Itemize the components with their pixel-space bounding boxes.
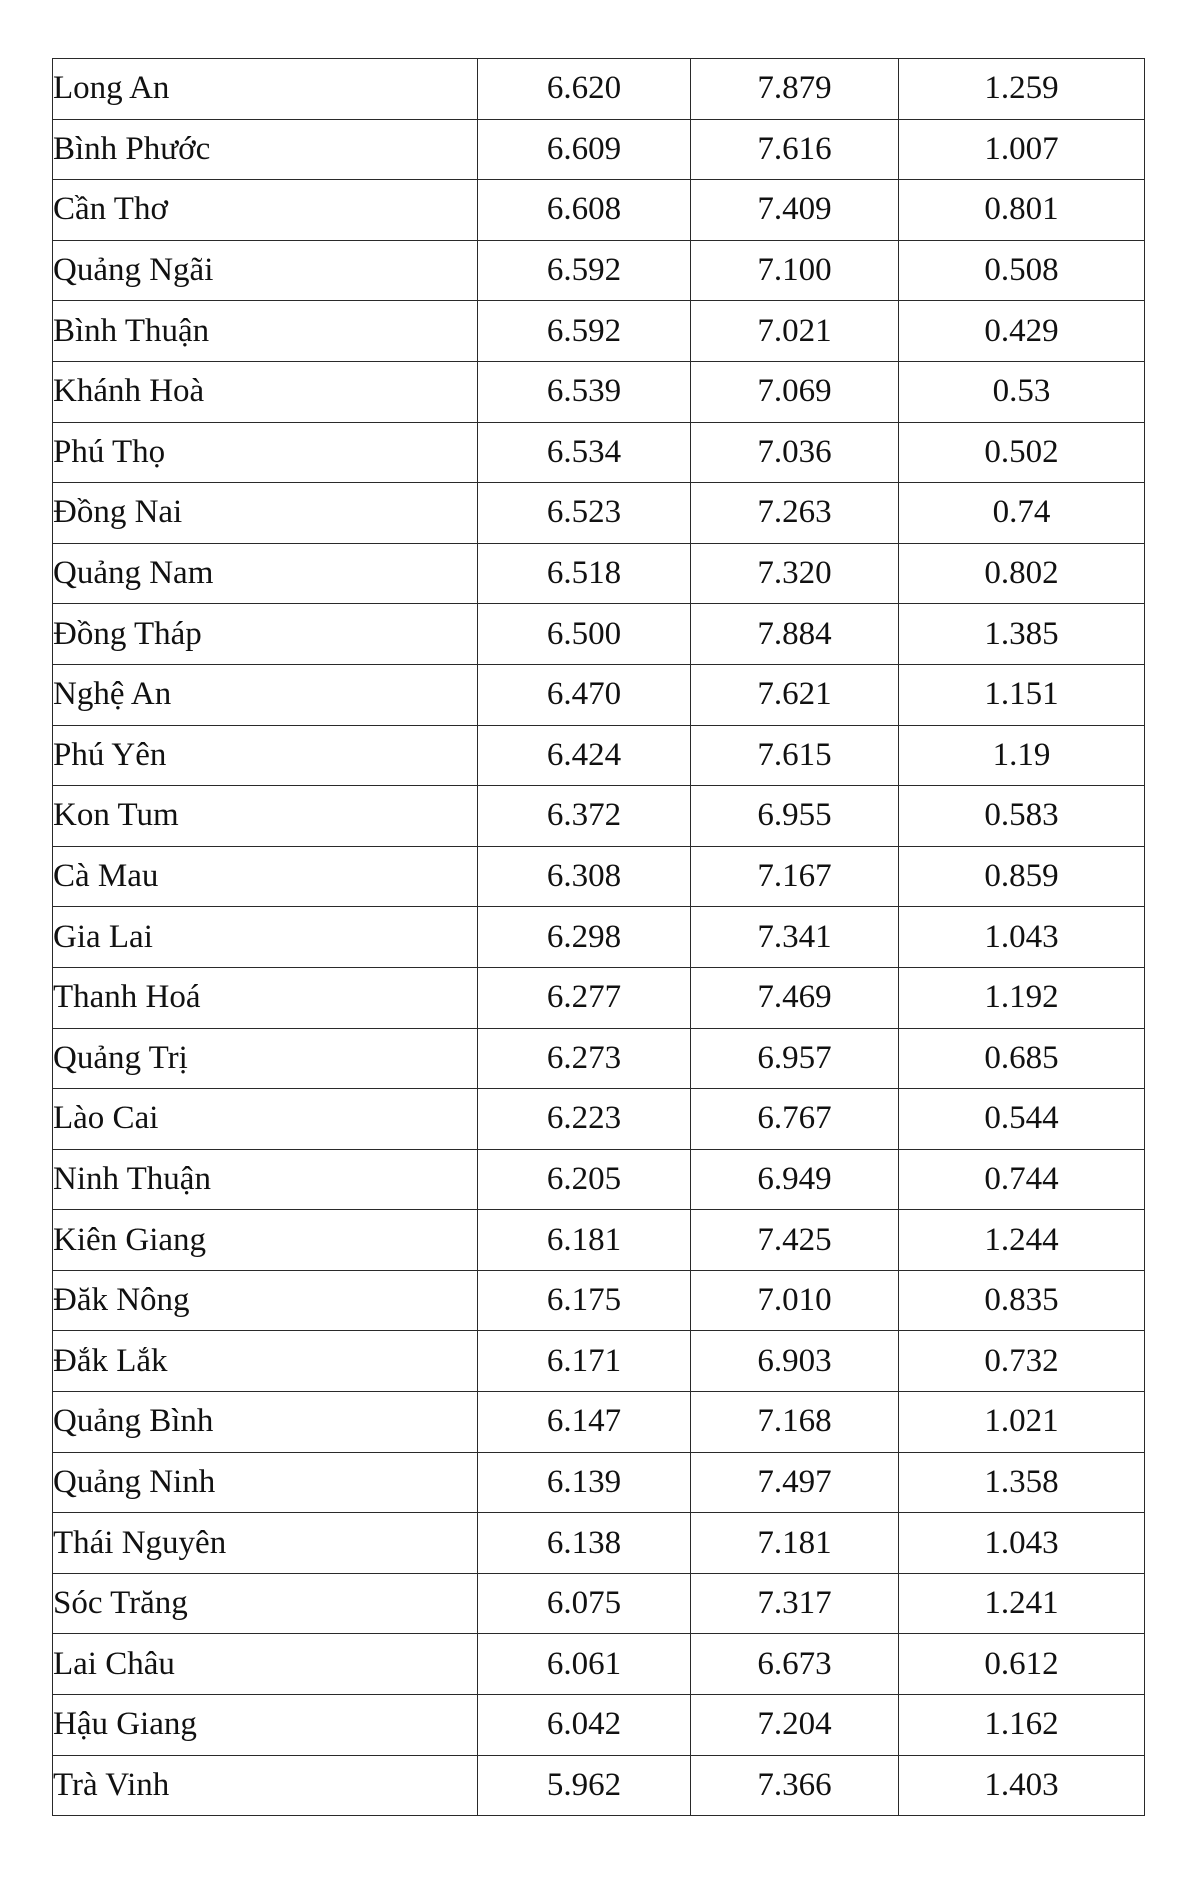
table-row: [53, 1695, 1145, 1756]
value-cell-1: 6.075: [478, 1573, 691, 1634]
value-cell-3: 1.192: [899, 967, 1145, 1028]
value-cell-3: 1.19: [899, 725, 1145, 786]
value-cell-2: 7.497: [691, 1452, 899, 1513]
value-cell-2: 7.884: [691, 604, 899, 665]
province-name-cell: Đồng Nai: [53, 483, 478, 544]
province-name-cell: Gia Lai: [53, 907, 478, 968]
value-cell-2: 7.204: [691, 1695, 899, 1756]
value-cell-2: 7.317: [691, 1573, 899, 1634]
value-cell-1: 6.139: [478, 1452, 691, 1513]
table-row: [53, 907, 1145, 968]
table-row: [53, 1573, 1145, 1634]
value-cell-1: 6.470: [478, 664, 691, 725]
value-cell-2: 7.469: [691, 967, 899, 1028]
value-cell-3: 1.021: [899, 1392, 1145, 1453]
value-cell-3: 0.502: [899, 422, 1145, 483]
value-cell-1: 6.171: [478, 1331, 691, 1392]
province-name-cell: Khánh Hoà: [53, 361, 478, 422]
value-cell-1: 6.539: [478, 361, 691, 422]
table-row: [53, 1210, 1145, 1271]
province-name-cell: Thanh Hoá: [53, 967, 478, 1028]
value-cell-3: 0.583: [899, 786, 1145, 847]
value-cell-1: 6.223: [478, 1089, 691, 1150]
province-name-cell: Nghệ An: [53, 664, 478, 725]
value-cell-3: 1.241: [899, 1573, 1145, 1634]
value-cell-2: 7.100: [691, 240, 899, 301]
province-name-cell: Ninh Thuận: [53, 1149, 478, 1210]
table-row: [53, 1755, 1145, 1816]
value-cell-2: 7.167: [691, 846, 899, 907]
value-cell-2: 6.903: [691, 1331, 899, 1392]
value-cell-1: 6.205: [478, 1149, 691, 1210]
value-cell-3: 1.007: [899, 119, 1145, 180]
value-cell-3: 0.429: [899, 301, 1145, 362]
province-name-cell: Cà Mau: [53, 846, 478, 907]
table-row: [53, 422, 1145, 483]
province-name-cell: Đồng Tháp: [53, 604, 478, 665]
value-cell-2: 6.673: [691, 1634, 899, 1695]
province-name-cell: Đắk Lắk: [53, 1331, 478, 1392]
value-cell-1: 6.609: [478, 119, 691, 180]
table-row: [53, 483, 1145, 544]
value-cell-1: 6.298: [478, 907, 691, 968]
province-name-cell: Phú Thọ: [53, 422, 478, 483]
value-cell-1: 6.277: [478, 967, 691, 1028]
table-row: [53, 846, 1145, 907]
province-name-cell: Bình Thuận: [53, 301, 478, 362]
value-cell-3: 0.835: [899, 1270, 1145, 1331]
value-cell-1: 6.424: [478, 725, 691, 786]
table-row: [53, 543, 1145, 604]
value-cell-2: 6.955: [691, 786, 899, 847]
value-cell-3: 1.358: [899, 1452, 1145, 1513]
value-cell-2: 7.616: [691, 119, 899, 180]
province-name-cell: Hậu Giang: [53, 1695, 478, 1756]
table-row: [53, 361, 1145, 422]
value-cell-1: 6.608: [478, 180, 691, 241]
table-row: [53, 1634, 1145, 1695]
table-row: [53, 1028, 1145, 1089]
province-name-cell: Bình Phước: [53, 119, 478, 180]
value-cell-2: 7.320: [691, 543, 899, 604]
province-name-cell: Quảng Ninh: [53, 1452, 478, 1513]
value-cell-2: 7.010: [691, 1270, 899, 1331]
province-name-cell: Lai Châu: [53, 1634, 478, 1695]
value-cell-2: 7.621: [691, 664, 899, 725]
value-cell-1: 6.147: [478, 1392, 691, 1453]
table-row: [53, 725, 1145, 786]
province-name-cell: Đăk Nông: [53, 1270, 478, 1331]
value-cell-2: 7.036: [691, 422, 899, 483]
table-row: [53, 604, 1145, 665]
value-cell-3: 0.744: [899, 1149, 1145, 1210]
table-body: [53, 59, 1145, 1816]
table-row: [53, 1331, 1145, 1392]
province-name-cell: Trà Vinh: [53, 1755, 478, 1816]
table-row: [53, 664, 1145, 725]
value-cell-3: 1.151: [899, 664, 1145, 725]
value-cell-3: 0.802: [899, 543, 1145, 604]
province-name-cell: Phú Yên: [53, 725, 478, 786]
document-page: [52, 58, 1144, 1816]
value-cell-2: 7.879: [691, 59, 899, 120]
value-cell-3: 0.685: [899, 1028, 1145, 1089]
table-row: [53, 1513, 1145, 1574]
table-row: [53, 301, 1145, 362]
table-row: [53, 1452, 1145, 1513]
province-name-cell: Quảng Nam: [53, 543, 478, 604]
value-cell-1: 6.592: [478, 301, 691, 362]
value-cell-2: 7.263: [691, 483, 899, 544]
value-cell-3: 1.259: [899, 59, 1145, 120]
table-row: [53, 786, 1145, 847]
table-row: [53, 119, 1145, 180]
value-cell-1: 6.592: [478, 240, 691, 301]
value-cell-2: 7.341: [691, 907, 899, 968]
value-cell-2: 6.949: [691, 1149, 899, 1210]
province-name-cell: Quảng Ngãi: [53, 240, 478, 301]
value-cell-1: 6.181: [478, 1210, 691, 1271]
province-name-cell: Kon Tum: [53, 786, 478, 847]
value-cell-2: 7.069: [691, 361, 899, 422]
value-cell-1: 5.962: [478, 1755, 691, 1816]
value-cell-3: 1.162: [899, 1695, 1145, 1756]
value-cell-3: 1.043: [899, 907, 1145, 968]
province-name-cell: Sóc Trăng: [53, 1573, 478, 1634]
table-row: [53, 240, 1145, 301]
province-name-cell: Thái Nguyên: [53, 1513, 478, 1574]
province-name-cell: Long An: [53, 59, 478, 120]
value-cell-3: 1.043: [899, 1513, 1145, 1574]
value-cell-2: 6.957: [691, 1028, 899, 1089]
value-cell-2: 7.615: [691, 725, 899, 786]
value-cell-1: 6.042: [478, 1695, 691, 1756]
value-cell-2: 7.181: [691, 1513, 899, 1574]
value-cell-3: 0.732: [899, 1331, 1145, 1392]
province-score-table: [52, 58, 1145, 1816]
table-row: [53, 1149, 1145, 1210]
value-cell-1: 6.620: [478, 59, 691, 120]
table-row: [53, 1089, 1145, 1150]
value-cell-1: 6.534: [478, 422, 691, 483]
value-cell-3: 0.508: [899, 240, 1145, 301]
value-cell-2: 6.767: [691, 1089, 899, 1150]
value-cell-3: 0.74: [899, 483, 1145, 544]
province-name-cell: Quảng Bình: [53, 1392, 478, 1453]
value-cell-3: 1.244: [899, 1210, 1145, 1271]
value-cell-1: 6.138: [478, 1513, 691, 1574]
value-cell-3: 0.612: [899, 1634, 1145, 1695]
value-cell-3: 1.403: [899, 1755, 1145, 1816]
value-cell-1: 6.061: [478, 1634, 691, 1695]
table-row: [53, 1270, 1145, 1331]
value-cell-2: 7.409: [691, 180, 899, 241]
province-name-cell: Lào Cai: [53, 1089, 478, 1150]
province-name-cell: Kiên Giang: [53, 1210, 478, 1271]
table-row: [53, 967, 1145, 1028]
table-row: [53, 180, 1145, 241]
value-cell-3: 0.859: [899, 846, 1145, 907]
table-row: [53, 1392, 1145, 1453]
value-cell-3: 0.53: [899, 361, 1145, 422]
value-cell-3: 0.544: [899, 1089, 1145, 1150]
value-cell-1: 6.308: [478, 846, 691, 907]
value-cell-1: 6.500: [478, 604, 691, 665]
province-name-cell: Cần Thơ: [53, 180, 478, 241]
value-cell-1: 6.518: [478, 543, 691, 604]
value-cell-1: 6.273: [478, 1028, 691, 1089]
value-cell-2: 7.021: [691, 301, 899, 362]
value-cell-1: 6.372: [478, 786, 691, 847]
value-cell-2: 7.168: [691, 1392, 899, 1453]
table-row: [53, 59, 1145, 120]
value-cell-1: 6.523: [478, 483, 691, 544]
value-cell-2: 7.425: [691, 1210, 899, 1271]
value-cell-1: 6.175: [478, 1270, 691, 1331]
province-name-cell: Quảng Trị: [53, 1028, 478, 1089]
value-cell-2: 7.366: [691, 1755, 899, 1816]
value-cell-3: 0.801: [899, 180, 1145, 241]
value-cell-3: 1.385: [899, 604, 1145, 665]
